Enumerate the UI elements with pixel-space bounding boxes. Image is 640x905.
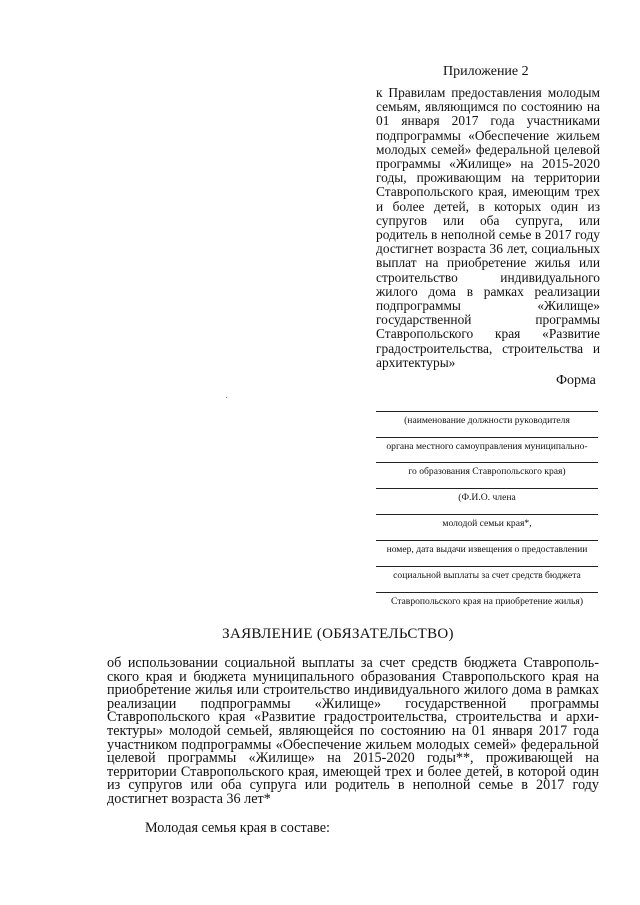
- form-label: Форма: [556, 373, 596, 388]
- field-notice-number: номер, дата выдачи извещения о предоставлении: [376, 540, 598, 556]
- statement-body: об использовании социальной выплаты за счет средств бюджета Ставропольского края и бюджета муниципального образования Ставропольского края на приобретение жилья или строительство индивидуального жилого дома в рамках реализации подпрограммы «Жилище» государственной программы Ставропольского края «Развитие градостроительства, строительства и архитектуры» молодой семьей, являющейся по состоянию на 01 января 2017 года участником подпрограммы «Обеспечение жильем молодых семей» федеральной целевой программы «Жилище» на 2015-2020 годы**, проживающей на территории Ставропольского края, имеющей трех и более детей, в которой один из супругов или оба супруга или родитель в неполной семье в 2017 году достигнет возраста 36 лет*: [107, 655, 599, 807]
- family-composition-line: Молодая семья края в составе:: [145, 820, 330, 836]
- appendix-title: Приложение 2: [443, 64, 529, 79]
- field-social-payment: социальной выплаты за счет средств бюджета: [376, 566, 598, 582]
- field-municipality: го образования Ставропольского края): [376, 462, 598, 478]
- scan-speck: [226, 397, 227, 398]
- field-member-name: (Ф.И.О. члена: [376, 488, 598, 504]
- appendix-text: к Правилам предоставления молодым семьям, являющимся по состоянию на 01 января 2017 года участниками подпрограммы «Обеспечение жильем молодых семей» федеральной целевой программы «Жилище» на 2015-2020 годы, проживающим на территории Ставропольского края, имеющим трех и более детей, в которых один из супругов или оба супруга, или родитель в неполной семье в 2017 году достигнет возраста 36 лет, социальных выплат на приобретение жилья или строительство индивидуального жилого дома в рамках реализации подпрограммы «Жилище» государственной программы Ставропольского края «Развитие градостроительства, строительства и архитектуры»: [376, 85, 600, 370]
- field-housing-purchase: Ставропольского края на приобретение жилья): [376, 592, 598, 608]
- document-title: ЗАЯВЛЕНИЕ (ОБЯЗАТЕЛЬСТВО): [222, 626, 454, 642]
- field-young-family: молодой семьи края*,: [376, 514, 598, 530]
- field-local-authority: органа местного самоуправления муниципально-: [376, 437, 598, 453]
- field-official-position: (наименование должности руководителя: [376, 411, 598, 427]
